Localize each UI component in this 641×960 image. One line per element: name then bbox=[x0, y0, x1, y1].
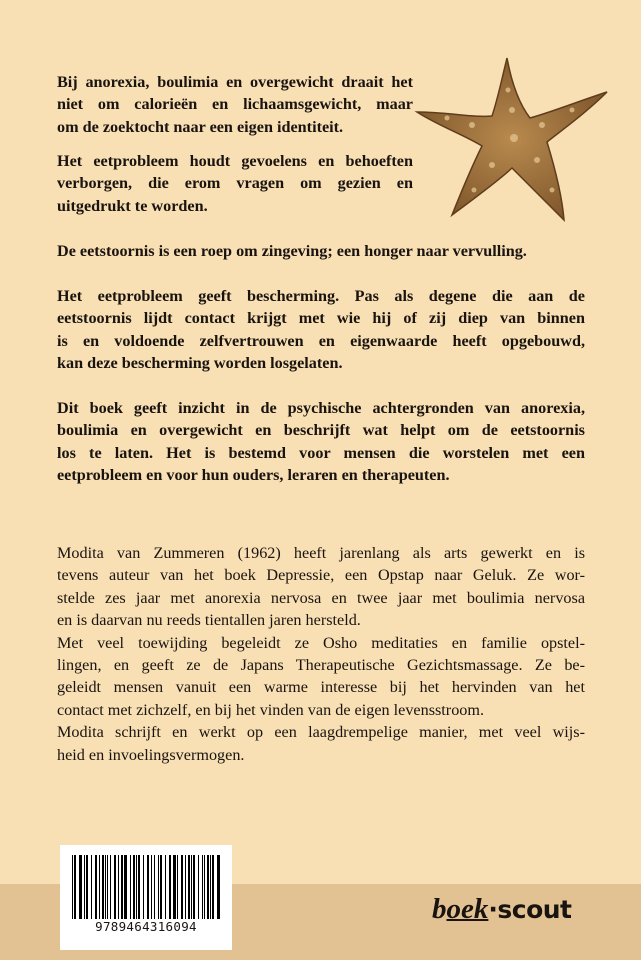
barcode-bar bbox=[191, 855, 192, 919]
text-line: om de zoektocht naar een eigen identiteit. bbox=[57, 117, 344, 136]
text-line: eetstoornis lijdt contact krijgt met wie hij of zij diep van binnen bbox=[57, 309, 585, 328]
barcode-bar bbox=[133, 855, 135, 919]
blurb-paragraph-5 bbox=[57, 397, 585, 487]
blurb-paragraph-2 bbox=[57, 150, 413, 217]
barcode-bar bbox=[158, 855, 159, 919]
barcode-bar bbox=[91, 855, 92, 919]
barcode-bar bbox=[72, 855, 73, 919]
text-line: niet om calorieën en lichaamsgewicht, maar bbox=[57, 95, 413, 114]
barcode bbox=[60, 845, 232, 950]
isbn-number: 9789464316094 bbox=[95, 919, 197, 934]
barcode-bar bbox=[217, 855, 220, 919]
text-line: uitgedrukt te worden. bbox=[57, 196, 208, 215]
barcode-bars bbox=[72, 855, 220, 919]
text-line: Dit boek geeft inzicht in de psychische achtergronden van anorexia, bbox=[57, 399, 585, 417]
barcode-bar bbox=[212, 855, 214, 919]
barcode-bar bbox=[210, 855, 211, 919]
text-line: Het eetprobleem houdt gevoelens en behoeften bbox=[57, 152, 413, 170]
barcode-bar bbox=[198, 855, 199, 919]
barcode-bar bbox=[165, 855, 166, 919]
barcode-bar bbox=[151, 855, 152, 919]
barcode-bar bbox=[130, 855, 131, 919]
text-line: boulimia en overgewicht en beschrijft wat helpt om de eetstoornis bbox=[57, 421, 585, 440]
barcode-bar bbox=[160, 855, 162, 919]
author-bio bbox=[57, 542, 585, 766]
barcode-bar bbox=[207, 855, 209, 919]
text-line: kan deze bescherming worden losgelaten. bbox=[57, 354, 343, 373]
barcode-bar bbox=[169, 855, 171, 919]
text-line: los te laten. Het is bestemd voor mensen die worstelen met een bbox=[57, 443, 585, 462]
barcode-bar bbox=[118, 855, 119, 919]
barcode-bar bbox=[136, 855, 137, 919]
text-line: is en voldoende zelfvertrouwen en eigenwaarde heeft opgebouwd, bbox=[57, 331, 585, 350]
logo-text-oek: oek bbox=[446, 893, 489, 925]
blurb-paragraph-3 bbox=[57, 240, 585, 262]
text-line: Modita van Zummeren (1962) heeft jarenlang als arts gewerkt en is bbox=[57, 544, 585, 562]
barcode-bar bbox=[95, 855, 97, 919]
text-line: en is daarvan nu reeds tientallen jaren hersteld. bbox=[57, 611, 361, 630]
text-line: eetprobleem en voor hun ouders, leraren en therapeuten. bbox=[57, 466, 450, 485]
barcode-bar bbox=[105, 855, 106, 919]
barcode-bar bbox=[181, 855, 183, 919]
blurb-paragraph-1 bbox=[57, 71, 413, 138]
barcode-bar bbox=[204, 855, 205, 919]
barcode-bar bbox=[185, 855, 186, 919]
barcode-bar bbox=[173, 855, 176, 919]
barcode-bar bbox=[154, 855, 155, 919]
text-line: Met veel toewijding begeleidt ze Osho meditaties en familie opstel- bbox=[57, 633, 585, 652]
text-line: geleidt mensen vanuit een warme interesse bij het hervinden van het bbox=[57, 678, 585, 697]
barcode-bar bbox=[202, 855, 203, 919]
logo-text-b: b bbox=[432, 893, 447, 925]
text-line: stelde zes jaar met anorexia nervosa en twee jaar met boulimia nervosa bbox=[57, 588, 585, 607]
barcode-bar bbox=[99, 855, 100, 919]
text-line: De eetstoornis is een roep om zingeving; een honger naar vervulling. bbox=[57, 242, 527, 260]
barcode-bar bbox=[114, 855, 116, 919]
barcode-bar bbox=[193, 855, 195, 919]
text-line: verborgen, die erom vragen om gezien en bbox=[57, 174, 413, 193]
barcode-bar bbox=[79, 855, 82, 919]
barcode-bar bbox=[107, 855, 108, 919]
text-line: Het eetprobleem geeft bescherming. Pas als degene die aan de bbox=[57, 287, 585, 305]
starfish-image bbox=[412, 50, 612, 225]
logo-text-scout: ·scout bbox=[488, 895, 572, 924]
text-line: lingen, en geeft ze de Japans Therapeutische Gezichtsmassage. Ze be- bbox=[57, 656, 585, 675]
barcode-bar bbox=[138, 855, 140, 919]
barcode-bar bbox=[177, 855, 178, 919]
text-line: Bij anorexia, boulimia en overgewicht draait het bbox=[57, 73, 413, 91]
barcode-bar bbox=[188, 855, 190, 919]
text-line: contact met zichzelf, en bij het vinden van de eigen levensstroom. bbox=[57, 700, 485, 719]
text-line: tevens auteur van het boek Depressie, een Opstap naar Geluk. Ze wor- bbox=[57, 566, 585, 585]
text-line: Modita schrijft en werkt op een laagdrempelige manier, met veel wijs- bbox=[57, 723, 585, 742]
text-line: heid en invoelingsvermogen. bbox=[57, 745, 245, 764]
barcode-bar bbox=[84, 855, 85, 919]
barcode-bar bbox=[121, 855, 123, 919]
publisher-logo bbox=[432, 893, 572, 926]
barcode-bar bbox=[124, 855, 127, 919]
barcode-bar bbox=[74, 855, 76, 919]
barcode-bar bbox=[86, 855, 88, 919]
barcode-bar bbox=[110, 855, 111, 919]
barcode-bar bbox=[102, 855, 104, 919]
barcode-bar bbox=[147, 855, 149, 919]
blurb-paragraph-4 bbox=[57, 285, 585, 375]
barcode-bar bbox=[143, 855, 144, 919]
